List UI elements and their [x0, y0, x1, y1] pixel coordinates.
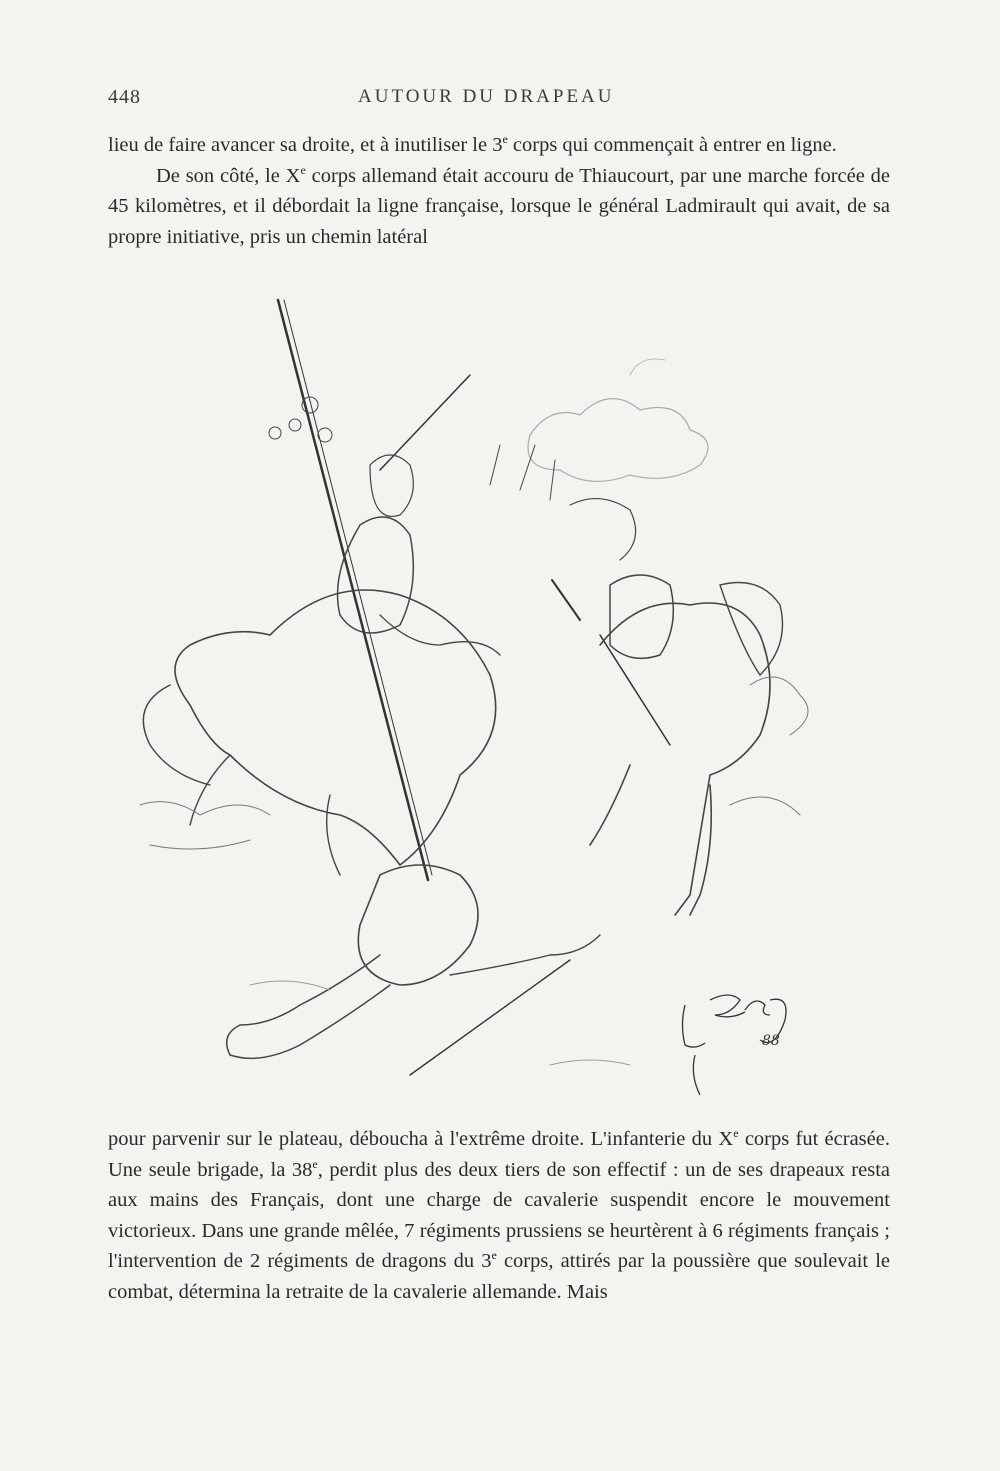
superscript: e [491, 1248, 497, 1263]
text-span: corps fut écrasée. Une seule brigade, la 38 [108, 1128, 890, 1181]
superscript: e [312, 1156, 318, 1171]
superscript: e [733, 1126, 739, 1141]
top-text-block [108, 130, 890, 252]
superscript: e [300, 162, 306, 177]
page-number: 448 [108, 86, 141, 108]
paragraph-2 [108, 161, 890, 253]
text-span: corps, attirés par la poussière que soulevait le combat, détermina la retraite de la cavalerie allemande. Mais [108, 1250, 891, 1303]
svg-text:88: 88 [762, 1033, 780, 1049]
paragraph-3 [108, 1124, 890, 1308]
text-span: corps qui commençait à entrer en ligne. [507, 134, 837, 156]
page-header [108, 86, 890, 114]
text-span: pour parvenir sur le plateau, déboucha à l'extrême droite. L'infanterie du X [108, 1128, 734, 1150]
text-span: lieu de faire avancer sa droite, et à inutiliser le 3 [108, 134, 503, 156]
running-title: AUTOUR DU DRAPEAU [358, 86, 615, 107]
cavalry-charge-engraving [110, 285, 900, 1115]
superscript: e [502, 132, 508, 147]
signature [683, 995, 787, 1095]
paragraph-1 [108, 130, 890, 161]
battle-illustration [110, 285, 900, 1115]
bottom-text-block [108, 1124, 890, 1308]
text-span: corps allemand était accouru de Thiaucourt, par une marche forcée de 45 kilomètres, et il débordait la ligne française, lorsque le général Ladmirault qui avait, de sa propre initiative, pris un chemin latéral [108, 164, 890, 248]
text-span: De son côté, le X [156, 164, 301, 187]
text-span: , perdit plus des deux tiers de son effectif : un de ses drapeaux resta aux mains des Français, dont une charge de cavalerie suspendit encore le mouvement victorieux. Dans une grande mêlée, 7 régiments prussiens se heurtèrent à 6 régiments français ; l'intervention de 2 régiments de dragons du 3 [108, 1158, 890, 1273]
